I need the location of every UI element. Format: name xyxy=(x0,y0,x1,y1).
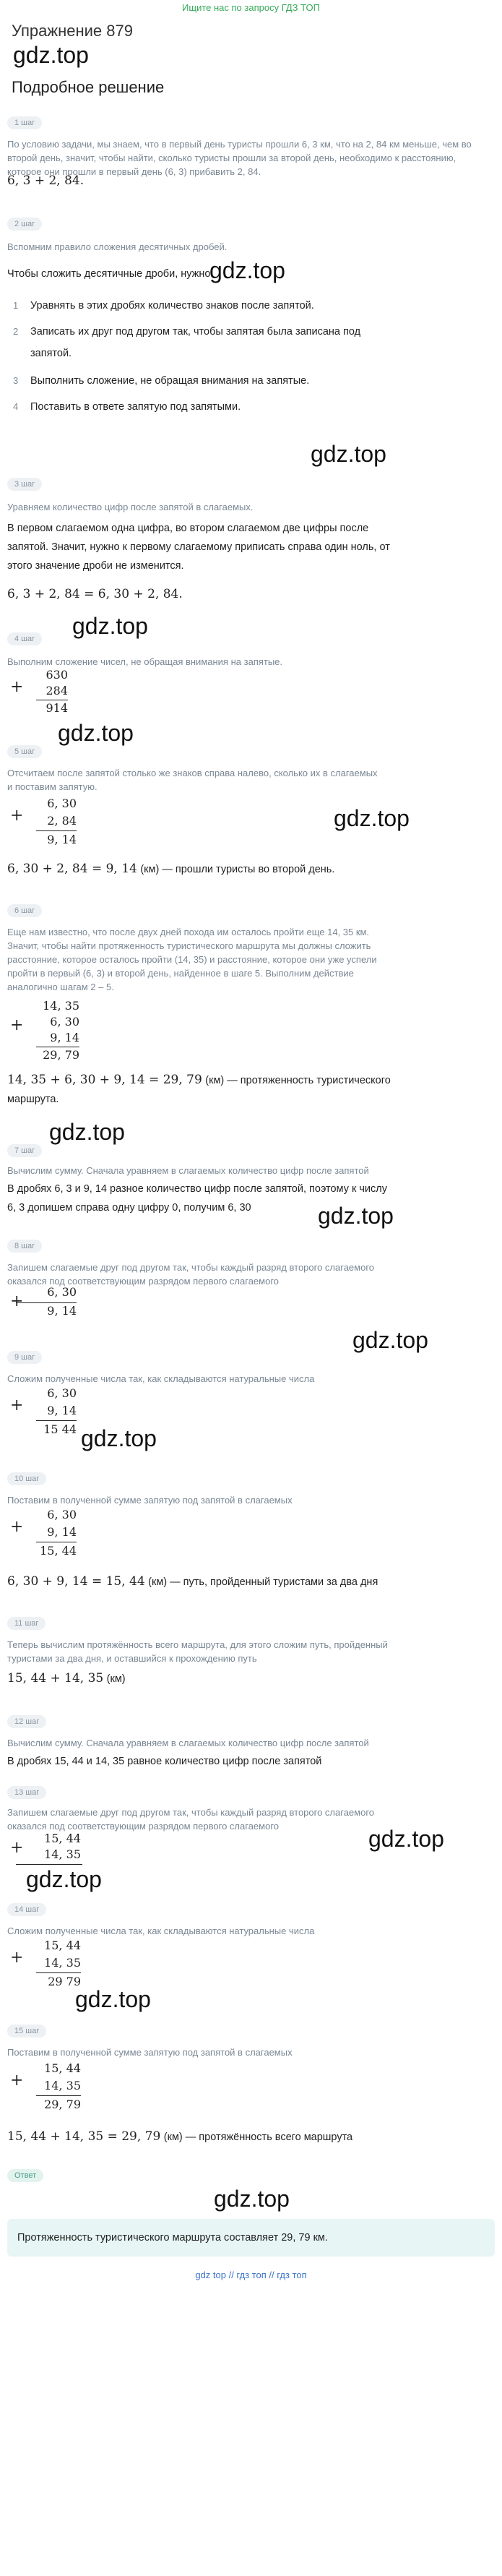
plus-sign: + xyxy=(10,1396,24,1414)
step-conclusion xyxy=(7,860,334,879)
step-badge: 10 шаг xyxy=(7,1472,46,1485)
column-addition xyxy=(10,668,82,718)
column-addition xyxy=(10,1285,90,1324)
sum-result: 29, 79 xyxy=(44,2098,81,2111)
step-badge: 12 шаг xyxy=(7,1715,46,1728)
plus-sign: + xyxy=(10,1839,24,1857)
watermark: gdz.top xyxy=(368,1826,444,1852)
search-hint-link[interactable]: Ищите нас по запросу ГДЗ ТОП xyxy=(182,2,320,13)
body-line: В первом слагаемом одна цифра, во втором слагаемом две цифры после xyxy=(7,523,369,534)
watermark: gdz.top xyxy=(214,2186,290,2212)
body-line: этого значение дроби не изменится. xyxy=(7,560,184,572)
addend: 6, 30 xyxy=(50,1015,79,1029)
rule-text: Выполнить сложение, не обращая внимания на запятые. xyxy=(30,375,310,387)
addend: 15, 44 xyxy=(44,1832,81,1845)
step-text: Уравняем количество цифр после запятой в слагаемых. xyxy=(7,502,254,512)
addend: 630 xyxy=(46,668,68,682)
addend: 6, 30 xyxy=(47,797,77,810)
addend: 9, 14 xyxy=(47,1525,77,1539)
conclusion-text: (км) — протяжённость всего маршрута xyxy=(163,2131,353,2143)
conclusion-formula: 6, 30 + 2, 84 = 9, 14 xyxy=(7,862,137,876)
column-addition xyxy=(10,999,90,1071)
rule-number: 3 xyxy=(13,375,19,386)
rule-text: Уравнять в этих дробях количество знаков после запятой. xyxy=(30,300,314,312)
answer-badge: Ответ xyxy=(7,2169,43,2182)
watermark: gdz.top xyxy=(13,42,89,68)
step-text xyxy=(7,1638,491,1665)
sum-line xyxy=(16,1864,82,1865)
step-text: Сложим полученные числа так, как складываются натуральные числа xyxy=(7,1373,315,1384)
text-line: Запишем слагаемые друг под другом так, чтобы каждый разряд второго слагаемого xyxy=(7,1807,375,1818)
plus-sign: + xyxy=(10,678,24,696)
addend: 14, 35 xyxy=(44,1847,81,1861)
step-conclusion xyxy=(7,1071,491,1109)
step-badge: 6 шаг xyxy=(7,904,42,917)
footer-links[interactable]: gdz top // гдз топ // гдз топ xyxy=(195,2270,307,2280)
text-line: туристами за два дня, и оставшийся к прохождению путь xyxy=(7,1653,257,1664)
watermark: gdz.top xyxy=(72,613,148,639)
conclusion-text: (км) — протяженность туристического xyxy=(205,1075,391,1086)
step-text xyxy=(7,766,491,794)
watermark: gdz.top xyxy=(26,1866,102,1892)
answer-text: Протяженность туристического маршрута составляет 29, 79 км. xyxy=(17,2232,328,2244)
step-badge: 11 шаг xyxy=(7,1617,46,1630)
rule-text: запятой. xyxy=(30,348,72,359)
step-body xyxy=(7,1180,491,1217)
step-formula: 6, 3 + 2, 84. xyxy=(7,173,85,188)
step-text: По условию задачи, мы знаем, что в первый день туристы прошли 6, 3 км, что на 2, 84 км меньше, чем во второй день, значит, чтобы найти, сколько туристы прошли за второй день, необходимо к расстоянию, которое они прошли в первый день (6, 3) прибавить 2, 84. xyxy=(7,139,472,177)
step-badge: 8 шаг xyxy=(7,1240,42,1253)
watermark: gdz.top xyxy=(58,720,134,746)
step-badge: 13 шаг xyxy=(7,1786,46,1799)
sum-line xyxy=(16,1302,77,1303)
step-formula-row xyxy=(7,1670,126,1688)
addend: 15, 44 xyxy=(44,1939,81,1952)
step-text: Поставим в полученной сумме запятую под запятой в слагаемых xyxy=(7,2047,293,2058)
watermark: gdz.top xyxy=(334,805,410,831)
addend: 6, 30 xyxy=(47,1285,77,1299)
step-lead: Чтобы сложить десятичные дроби, нужно: xyxy=(7,268,214,280)
plus-sign: + xyxy=(10,807,24,825)
sum-line xyxy=(36,2095,81,2096)
sum-line xyxy=(36,830,77,831)
sum-result: 914 xyxy=(46,701,68,715)
watermark: gdz.top xyxy=(49,1119,125,1145)
addend: 9, 14 xyxy=(47,1304,77,1318)
solution-heading: Подробное решение xyxy=(12,78,165,96)
conclusion-text: (км) — путь, пройденный туристами за два дня xyxy=(148,1576,378,1588)
sum-line xyxy=(36,1972,81,1973)
addend: 6, 30 xyxy=(47,1386,77,1400)
step-badge: 9 шаг xyxy=(7,1351,42,1364)
rule-text: Поставить в ответе запятую под запятыми. xyxy=(30,401,241,413)
body-line: В дробях 6, 3 и 9, 14 разное количество цифр после запятой, поэтому к числу xyxy=(7,1183,387,1195)
plus-sign: + xyxy=(10,1016,24,1034)
step-text xyxy=(7,925,491,994)
text-line: Еще нам известно, что после двух дней похода им осталось пройти еще 14, 35 км. xyxy=(7,927,370,937)
sum-result: 15 44 xyxy=(43,1422,77,1436)
step-text: Поставим в полученной сумме запятую под запятой в слагаемых xyxy=(7,1495,293,1506)
text-line: пройти в первый (6, 3) и второй день, найденное в шаге 5. Выполним действие xyxy=(7,968,354,979)
conclusion-formula: 6, 30 + 9, 14 = 15, 44 xyxy=(7,1574,145,1589)
plus-sign: + xyxy=(10,1518,24,1536)
addend: 14, 35 xyxy=(43,999,79,1013)
sum-line xyxy=(36,1420,77,1421)
step-badge: 15 шаг xyxy=(7,2025,46,2038)
text-line: расстояние, которое осталось пройти (14, 35) и расстояние, которое они уже успели xyxy=(7,954,377,965)
sum-result: 15, 44 xyxy=(40,1544,77,1558)
answer-box xyxy=(7,2219,495,2257)
text-line: аналогично шагам 2 – 5. xyxy=(7,982,114,992)
addend: 14, 35 xyxy=(44,2079,81,2092)
plus-sign: + xyxy=(10,1292,24,1310)
watermark: gdz.top xyxy=(209,257,285,283)
body-line: запятой. Значит, нужно к первому слагаемому приписать справа один ноль, от xyxy=(7,541,390,553)
rule-number: 2 xyxy=(13,326,19,337)
rule-number: 1 xyxy=(13,300,19,311)
plus-sign: + xyxy=(10,2071,24,2090)
rule-text: Записать их друг под другом так, чтобы запятая была записана под xyxy=(30,326,361,338)
sum-result: 29, 79 xyxy=(43,1048,79,1062)
text-line: Отсчитаем после запятой столько же знаков справа налево, сколько их в слагаемых xyxy=(7,768,378,778)
text-line: и поставим запятую. xyxy=(7,781,98,792)
addend: 9, 14 xyxy=(47,1404,77,1417)
column-addition xyxy=(10,2061,97,2115)
step-body: В дробях 15, 44 и 14, 35 равное количество цифр после запятой xyxy=(7,1756,322,1767)
conclusion-text: маршрута. xyxy=(7,1094,59,1105)
watermark: gdz.top xyxy=(311,441,386,467)
sum-result: 9, 14 xyxy=(47,833,77,846)
body-line: 6, 3 допишем справа одну цифру 0, получим 6, 30 xyxy=(7,1202,251,1214)
step-conclusion xyxy=(7,2128,352,2147)
rule-number: 4 xyxy=(13,401,19,412)
step-badge: 3 шаг xyxy=(7,478,42,491)
step-text: Вычислим сумму. Сначала уравняем в слагаемых количество цифр после запятой xyxy=(7,1165,369,1176)
conclusion-text: (км) — прошли туристы во второй день. xyxy=(140,864,335,875)
step-badge: 4 шаг xyxy=(7,632,42,645)
watermark: gdz.top xyxy=(352,1327,428,1353)
text-line: Значит, чтобы найти протяженность туристического маршрута мы должны сложить xyxy=(7,940,371,951)
step-badge: 7 шаг xyxy=(7,1144,42,1157)
text-line: оказался под соответствующим разрядом первого слагаемого xyxy=(7,1276,280,1287)
step-badge: 2 шаг xyxy=(7,218,42,231)
unit-text: (км) xyxy=(106,1673,126,1685)
addend: 14, 35 xyxy=(44,1956,81,1970)
sum-result: 29 79 xyxy=(48,1975,81,1988)
step-text: Сложим полученные числа так, как складываются натуральные числа xyxy=(7,1925,315,1936)
text-line: Теперь вычислим протяжённость всего маршрута, для этого сложим путь, пройденный xyxy=(7,1639,388,1650)
rules-list xyxy=(13,296,490,424)
step-formula: 6, 3 + 2, 84 = 6, 30 + 2, 84. xyxy=(7,587,183,601)
exercise-title: Упражнение 879 xyxy=(12,22,133,40)
watermark: gdz.top xyxy=(75,1986,151,2012)
plus-sign: + xyxy=(10,1949,24,1967)
conclusion-formula: 14, 35 + 6, 30 + 9, 14 = 29, 79 xyxy=(7,1073,202,1087)
step-text: Выполним сложение чисел, не обращая внимания на запятые. xyxy=(7,656,283,667)
step-badge: 5 шаг xyxy=(7,745,42,758)
watermark: gdz.top xyxy=(318,1203,394,1229)
column-addition xyxy=(10,1939,97,1992)
watermark: gdz.top xyxy=(81,1425,157,1451)
step-conclusion xyxy=(7,1573,378,1592)
step-text: Вычислим сумму. Сначала уравняем в слагаемых количество цифр после запятой xyxy=(7,1738,369,1748)
addend: 15, 44 xyxy=(44,2061,81,2075)
column-addition xyxy=(10,1832,97,1871)
column-addition xyxy=(10,797,90,850)
step-badge: 1 шаг xyxy=(7,116,42,129)
step-badge: 14 шаг xyxy=(7,1903,46,1916)
step-formula: 15, 44 + 14, 35 xyxy=(7,1671,104,1686)
addend: 6, 30 xyxy=(47,1508,77,1521)
column-addition xyxy=(10,1508,90,1561)
conclusion-formula: 15, 44 + 14, 35 = 29, 79 xyxy=(7,2129,161,2144)
step-text xyxy=(7,1261,491,1288)
text-line: Запишем слагаемые друг под другом так, чтобы каждый разряд второго слагаемого xyxy=(7,1262,375,1273)
addend: 2, 84 xyxy=(47,814,77,828)
text-line: оказался под соответствующим разрядом первого слагаемого xyxy=(7,1821,280,1832)
step-text: Вспомним правило сложения десятичных дробей. xyxy=(7,241,228,252)
addend: 284 xyxy=(46,684,68,697)
step-body xyxy=(7,519,491,575)
column-addition xyxy=(10,1386,90,1440)
addend: 9, 14 xyxy=(50,1031,79,1044)
